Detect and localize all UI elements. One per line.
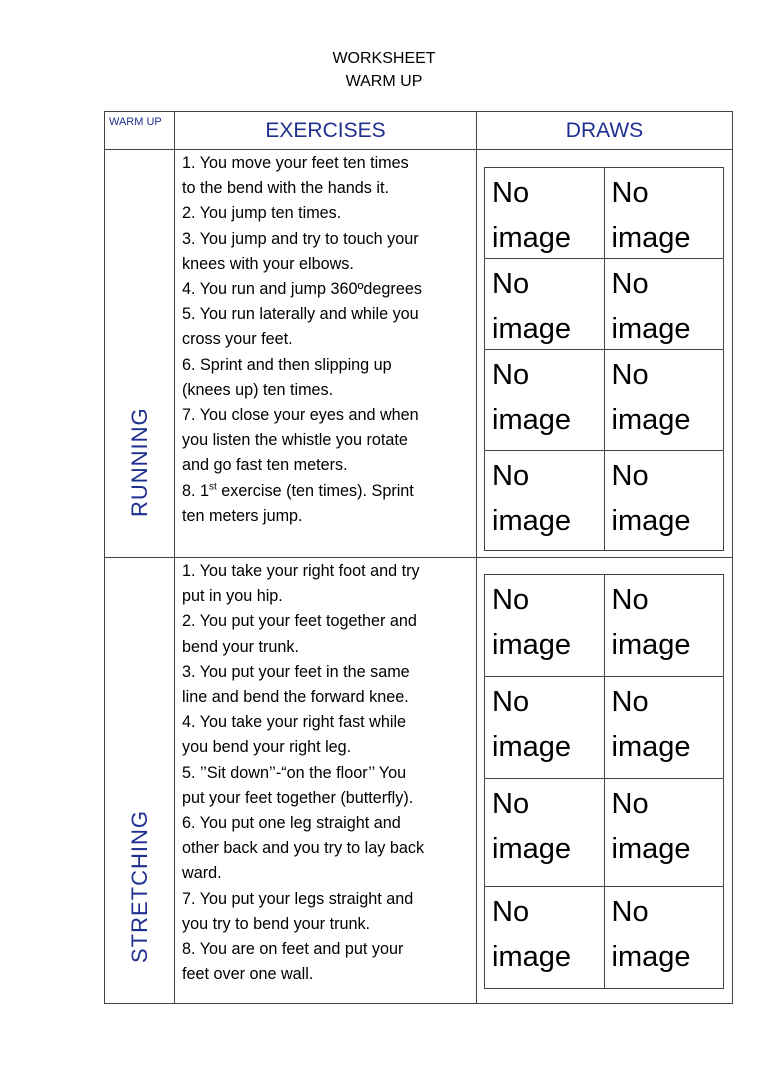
header-draws: DRAWS: [477, 112, 733, 150]
exercise-line: 7. You close your eyes and when: [182, 406, 419, 425]
header-corner: WARM UP: [105, 112, 175, 150]
exercise-line: 3. You jump and try to touch your: [182, 229, 419, 248]
image-placeholder: No image: [492, 686, 571, 763]
exercise-line: 6. Sprint and then slipping up: [182, 355, 392, 374]
exercise-line: 3. You put your feet in the same: [182, 662, 410, 681]
exercise-line: [182, 479, 472, 504]
running-label: RUNNING: [126, 407, 152, 517]
exercise-line: 7. You put your legs straight and: [182, 889, 414, 908]
exercise-line: bend your trunk.: [182, 637, 299, 656]
worksheet-title: WORKSHEET: [332, 50, 436, 67]
image-placeholder: No image: [604, 575, 724, 676]
worksheet-table: [104, 111, 733, 1004]
exercise-line: put in you hip.: [182, 587, 283, 606]
exercise-line: ward.: [182, 864, 222, 883]
exercise-line: 5. ’’Sit down’’-“on the floor’’ You: [182, 763, 407, 782]
exercise-line: 8. You are on feet and put your: [182, 940, 404, 959]
exercise-line: line and bend the forward knee.: [182, 688, 409, 707]
exercise-line: 6. You put one leg straight and: [182, 814, 401, 833]
stretching-label: STRETCHING: [126, 810, 152, 963]
exercise-line: 2. You jump ten times.: [182, 204, 342, 223]
exercise-line: cross your feet.: [182, 330, 293, 349]
image-row: [485, 258, 723, 349]
exercise-line: you try to bend your trunk.: [182, 914, 371, 933]
exercise-line: and go fast ten meters.: [182, 456, 348, 475]
exercise-line: other back and you try to lay back: [182, 839, 425, 858]
exercise-line: you bend your right leg.: [182, 738, 352, 757]
exercise-line: 5. You run laterally and while you: [182, 305, 419, 324]
image-placeholder: No image: [492, 359, 571, 436]
image-row: [485, 676, 723, 778]
exercise-line: 1. You take your right foot and try: [182, 562, 420, 580]
image-placeholder: No image: [492, 460, 571, 537]
running-image-grid: [484, 167, 724, 551]
image-placeholder: No image: [492, 788, 571, 865]
image-row: [485, 168, 723, 258]
image-placeholder: No image: [604, 451, 724, 550]
image-placeholder: No image: [492, 177, 571, 254]
image-row: [485, 778, 723, 886]
stretching-image-grid: [484, 574, 724, 989]
image-placeholder: No image: [492, 896, 571, 973]
running-draws: [477, 150, 733, 558]
exercise-line-part: exercise (ten times). Sprint: [216, 481, 414, 500]
ordinal-suffix: st: [209, 481, 217, 493]
running-exercises: [175, 150, 477, 558]
image-placeholder: No image: [604, 350, 724, 450]
image-row: [485, 575, 723, 676]
exercise-line: 4. You run and jump 360ºdegrees: [182, 280, 422, 299]
image-placeholder: No image: [492, 268, 571, 345]
exercise-line: knees with your elbows.: [182, 254, 354, 273]
image-row: [485, 349, 723, 450]
image-placeholder: No image: [604, 677, 724, 778]
stretching-label-cell: [105, 558, 175, 1004]
header-exercises: EXERCISES: [175, 112, 477, 150]
exercise-line: 4. You take your right fast while: [182, 713, 407, 732]
exercise-line-part: 8. 1: [182, 481, 210, 500]
image-placeholder: No image: [604, 779, 724, 886]
stretching-exercises: [175, 558, 477, 1004]
exercise-line: (knees up) ten times.: [182, 380, 334, 399]
image-placeholder: No image: [604, 887, 724, 988]
image-placeholder: No image: [492, 584, 571, 661]
image-placeholder: No image: [604, 259, 724, 349]
exercise-line: you listen the whistle you rotate: [182, 431, 408, 450]
exercise-line: put your feet together (butterfly).: [182, 788, 414, 807]
stretching-draws: [477, 558, 733, 1004]
exercise-line: 1. You move your feet ten times: [182, 154, 409, 172]
image-placeholder: No image: [604, 168, 724, 258]
exercise-line: ten meters jump.: [182, 506, 303, 525]
running-label-cell: [105, 150, 175, 558]
exercise-line: feet over one wall.: [182, 965, 314, 984]
worksheet-subtitle: WARM UP: [345, 73, 423, 90]
image-row: [485, 886, 723, 988]
image-row: [485, 450, 723, 550]
exercise-line: 2. You put your feet together and: [182, 612, 417, 631]
exercise-line: to the bend with the hands it.: [182, 179, 389, 198]
